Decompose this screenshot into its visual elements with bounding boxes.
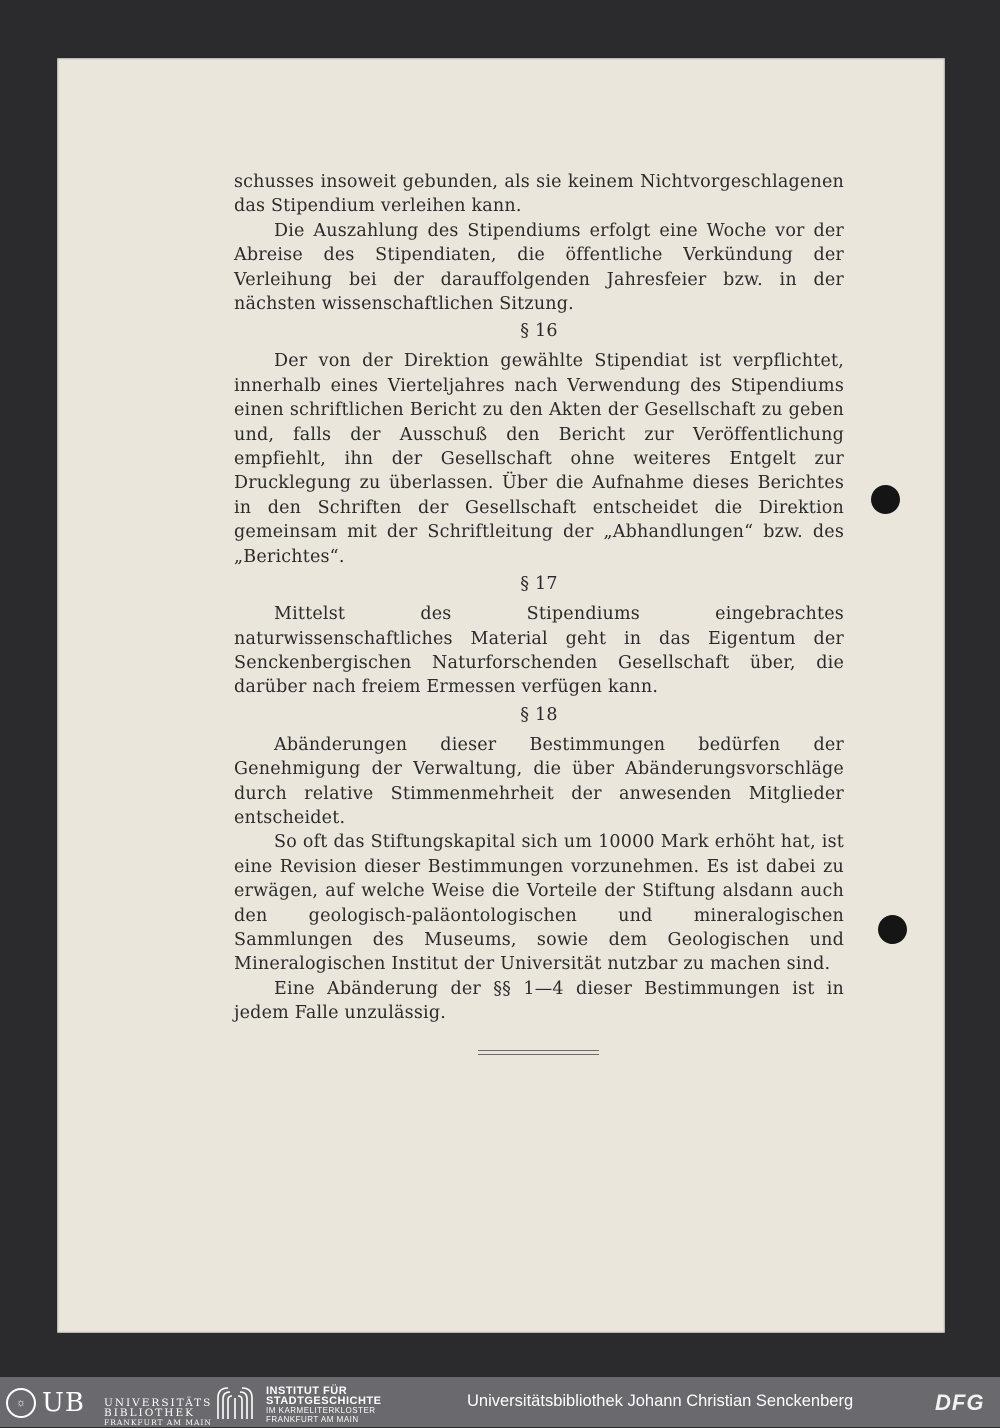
isg-line4: FRANKFURT AM MAIN [266, 1415, 359, 1424]
paragraph-payment: Die Auszahlung des Stipendiums erfolgt eine Woche vor der Abreise des Stipendiaten, die öffentliche Verkündung der Verleihung bei der darauffolgenden Jahresfeier bzw. in der nächsten wissenschaftlichen Sitzung. [234, 220, 844, 315]
section-heading-16: § 16 [520, 321, 558, 342]
library-name-link[interactable]: Universitätsbibliothek Johann Christian Senckenberg [467, 1392, 854, 1410]
ub-name [104, 1398, 224, 1428]
isg-line1: INSTITUT FÜR [266, 1385, 348, 1397]
paragraph-section-18-a: Abänderungen dieser Bestimmungen bedürfen der Genehmigung der Verwaltung, die über Abänderungsvorschläge durch relative Stimmenmehrheit der anwesenden Mitglieder entscheidet. [234, 734, 844, 828]
footer-bar [0, 1377, 1000, 1427]
punch-hole-lower [878, 915, 907, 944]
ub-name-line3: FRANKFURT AM MAIN [104, 1418, 212, 1427]
paragraph-section-18-b: So oft das Stiftungskapital sich um 10000 Mark erhöht hat, ist eine Revision dieser Bestimmungen vorzunehmen. Es ist dabei zu erwägen, auf welche Weise die Vorteile der Stiftung alsdann auch den geologisch-paläontologischen und mineralogischen Sammlungen des Museums, sowie dem Geologischen und Mineralogischen Institut der Universität nutzbar zu machen sind. [234, 832, 844, 975]
isg-columns-icon[interactable] [214, 1386, 256, 1420]
paragraph-continuation: schusses insoweit gebunden, als sie keinem Nichtvorgeschlagenen das Stipendium verleihen kann. [234, 172, 844, 217]
isg-line2: STADTGESCHICHTE [266, 1395, 382, 1407]
dfg-logo[interactable]: DFG [935, 1390, 985, 1415]
punch-hole-upper [871, 485, 900, 514]
isg-line3: IM KARMELITERKLOSTER [266, 1406, 376, 1415]
isg-name [266, 1386, 381, 1424]
ub-letters: UB [42, 1388, 86, 1418]
end-rule [478, 1050, 599, 1055]
paragraph-section-17: Mittelst des Stipendiums eingebrachtes naturwissenschaftliches Material geht in das Eigentum der Senckenbergischen Naturforschenden Gesellschaft über, die darüber nach freiem Ermessen verfügen kann. [234, 604, 844, 698]
document-body [234, 170, 844, 1026]
ub-name-line2: BIBLIOTHEK [104, 1407, 195, 1419]
ub-seal-icon: ☼ [6, 1388, 36, 1418]
section-heading-18: § 18 [520, 704, 558, 725]
paragraph-section-18-c: Eine Abänderung der §§ 1—4 dieser Bestimmungen ist in jedem Falle unzulässig. [234, 978, 844, 1024]
section-heading-17: § 17 [520, 574, 558, 595]
paragraph-section-16: Der von der Direktion gewählte Stipendiat ist verpflichtet, innerhalb eines Vierteljahres nach Verwendung des Stipendiums einen schriftlichen Bericht zu den Akten der Gesellschaft zu geben und, falls der Ausschuß den Bericht zur Veröffentlichung empfiehlt, ihn der Gesellschaft ohne weiteres Entgelt zur Drucklegung zu überlassen. Über die Aufnahme dieses Berichtes in den Schriften der Gesellschaft entscheidet die Direktion gemeinsam mit der Schriftleitung der „Abhandlungen“ bzw. des „Berichtes“. [234, 351, 844, 567]
ub-name-line1: UNIVERSITÄTS [104, 1397, 213, 1409]
